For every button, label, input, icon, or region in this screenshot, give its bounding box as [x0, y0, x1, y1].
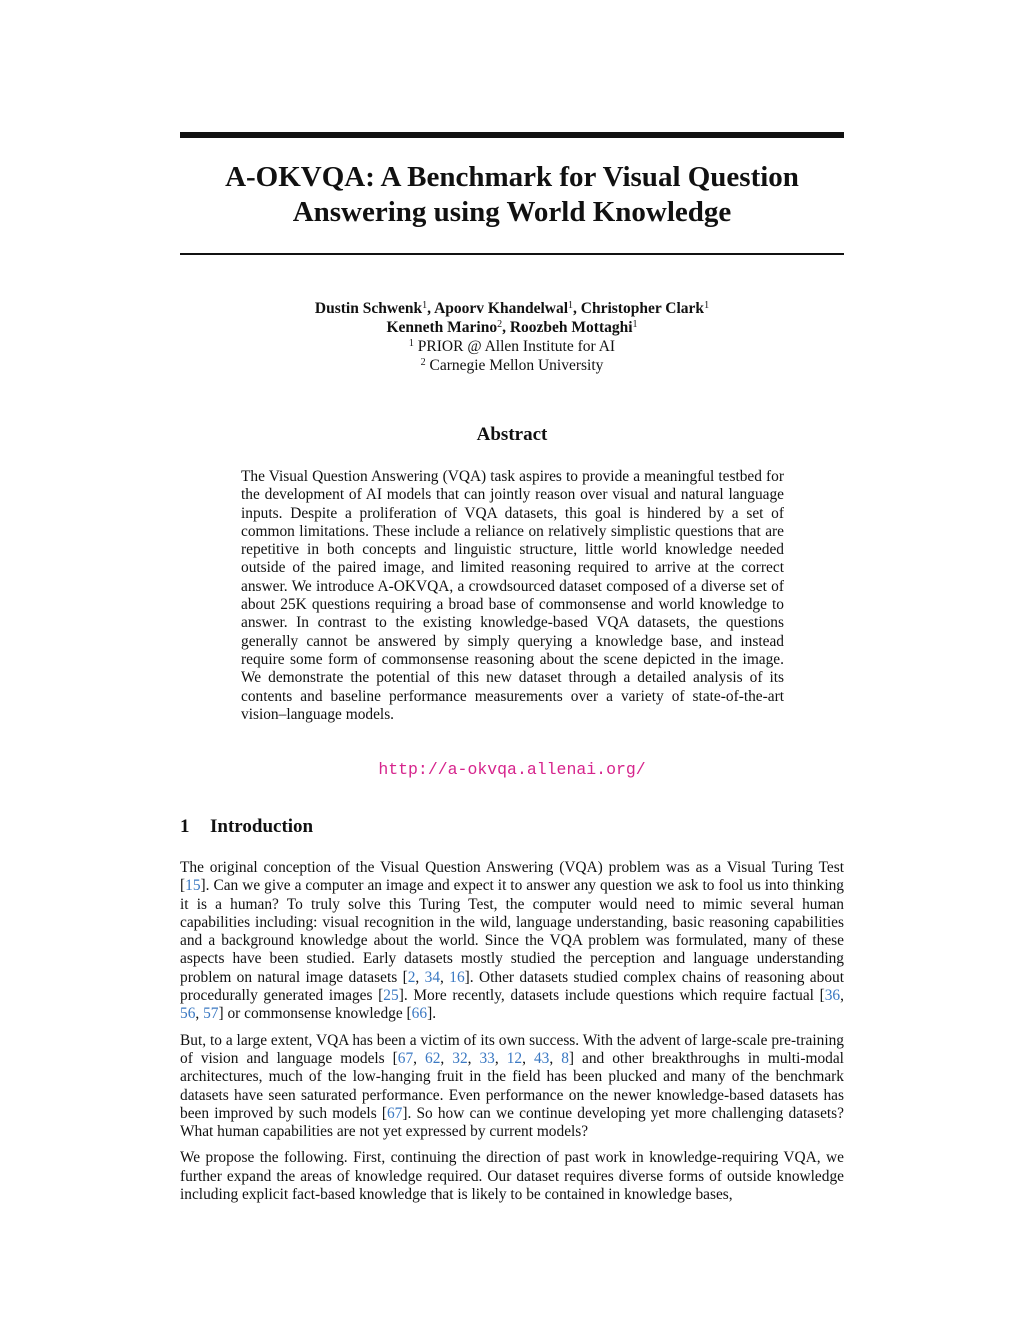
paper-title-line-2: Answering using World Knowledge — [292, 196, 732, 228]
citation-link[interactable]: 8 — [561, 1049, 569, 1067]
affiliation-marker: 1 — [408, 338, 414, 349]
abstract-text: The Visual Question Answering (VQA) task aspires to provide a meaningful testbed for the development of AI models that can jointly reason over visual and natural language inputs. Despite a proliferation of VQA datasets, this goal is hindered by a set of common limitations. These include a reliance on relatively simplistic questions that are repetitive in both concepts and linguistic structure, little world knowledge needed outside of the paired image, and limited reasoning required to arrive at the correct answer. We introduce A-OKVQA, a crowdsourced dataset composed of a diverse set of about 25K questions requiring a broad base of commonsense and world knowledge to answer. In contrast to the existing knowledge-based VQA datasets, the questions generally cannot be answered by simply querying a knowledge base, and instead require some form of commonsense reasoning about the scene depicted in the image. We demonstrate the potential of this new dataset through a detailed analysis of its contents and baseline performance measurements over a variety of state-of-the-art vision–language models. — [241, 468, 784, 723]
citation-link[interactable]: 12 — [506, 1049, 523, 1067]
citation-link[interactable]: 34 — [424, 968, 441, 986]
affiliation-name: Carnegie Mellon University — [429, 357, 604, 374]
author-name: Apoorv Khandelwal — [434, 300, 569, 317]
affiliation-2 — [180, 356, 844, 375]
text-run: ]. More recently, datasets include questions which require factual [ — [398, 987, 825, 1005]
citation-link[interactable]: 62 — [425, 1049, 441, 1067]
text-run: ]. So how can we continue developing yet more challenging datasets? What human capabilities are not yet expressed by current models? — [180, 1104, 844, 1141]
citation-link[interactable]: 67 — [397, 1049, 414, 1067]
affiliation-marker: 1 — [632, 319, 638, 330]
citation-link[interactable]: 32 — [452, 1049, 468, 1067]
citation-link[interactable]: 16 — [449, 968, 465, 986]
author-line-1: Dustin Schwenk$^1$, Apoorv Khandelwal$^1$, Christopher Clark$^1$ — [314, 300, 710, 317]
affiliation-marker: 1 — [568, 300, 574, 311]
affiliation-1 — [180, 337, 844, 356]
text-run: But, to a large extent, VQA has been a victim of its own success. With the advent of large-scale pre-training of vision and language models [ — [180, 1031, 844, 1067]
citation-link[interactable]: 25 — [383, 987, 399, 1005]
text-run: ]. Other datasets studied complex chains of reasoning about procedurally generated images [ — [180, 968, 844, 1005]
project-url-link[interactable]: http://a-okvqa.allenai.org/ — [378, 760, 646, 779]
title-bottom-rule — [180, 253, 844, 255]
author-block — [180, 299, 844, 375]
text-run: ]. — [427, 1005, 437, 1023]
citation-link[interactable]: 57 — [203, 1005, 219, 1023]
text-run: ] or commonsense knowledge [ — [218, 1005, 412, 1023]
affiliation-marker: 2 — [420, 357, 426, 368]
text-run: ]. Can we give a computer an image and expect it to answer any question we ask to fool us into thinking it is a human? To truly solve this Turing Test, the computer would need to mimic several human capabilities including: visual recognition in the wild, language understanding, basic reasoning capabilities and a background knowledge about the world. Since the VQA problem was formulated, many of these aspects have been studied. Early datasets mostly studied the perception and language understanding problem on natural image datasets [ — [180, 877, 844, 986]
text-run: The original conception of the Visual Question Answering (VQA) problem was as a Visual Turing Test [ — [180, 859, 844, 895]
citation-link[interactable]: 66 — [411, 1005, 428, 1023]
author-name: Dustin Schwenk — [314, 300, 423, 317]
affiliation-marker: 1 — [704, 300, 710, 311]
introduction-body — [180, 859, 844, 1212]
text-run: ] and other breakthroughs in multi-modal architectures, much of the low-hanging fruit in the field has been plucked and many of the benchmark datasets have seen saturated performance. Even performance on the newer knowledge-based datasets has been improved by such models [ — [180, 1049, 844, 1122]
author-name: Christopher Clark — [580, 300, 705, 317]
author-name: Roozbeh Mottaghi — [509, 319, 633, 336]
paper-title — [180, 160, 844, 230]
paragraph: But, to a large extent, VQA has been a victim of its own success. With the advent of large-scale pre-training of vision and language models [67, 62, 32, 33, 12, 43, 8] and other breakthroughs in multi-modal architectures, much of the low-hanging fruit in the field has been plucked and many of the benchmark datasets have seen saturated performance. Even performance on the newer knowledge-based datasets has been improved by such models [67]. So how can we continue developing yet more challenging datasets? What human capabilities are not yet expressed by current models? — [180, 1031, 844, 1141]
affiliation-marker: 1 — [422, 300, 428, 311]
section-heading-introduction — [180, 816, 844, 838]
author-line-2: Kenneth Marino$^2$, Roozbeh Mottaghi$^1$ — [386, 319, 638, 336]
author-name: Kenneth Marino — [386, 319, 498, 336]
section-title: Introduction — [210, 816, 314, 837]
affiliation-name: PRIOR @ Allen Institute for AI — [417, 338, 616, 355]
citation-link[interactable]: 36 — [824, 987, 841, 1005]
paragraph: The original conception of the Visual Question Answering (VQA) problem was as a Visual Turing Test [15]. Can we give a computer an image and expect it to answer any question we ask to fool us into thinking it is a human? To truly solve this Turing Test, the computer would need to mimic several human capabilities including: visual recognition in the wild, language understanding, basic reasoning capabilities and a background knowledge about the world. Since the VQA problem was formulated, many of these aspects have been studied. Early datasets mostly studied the perception and language understanding problem on natural image datasets [2, 34, 16]. Other datasets studied complex chains of reasoning about procedurally generated images [25]. More recently, datasets include questions which require factual [36, 56, 57] or commonsense knowledge [66]. — [180, 859, 844, 1023]
citation-link[interactable]: 67 — [386, 1104, 403, 1122]
title-top-rule — [180, 132, 844, 138]
citation-link[interactable]: 43 — [533, 1049, 550, 1067]
citation-link[interactable]: 15 — [185, 877, 201, 895]
affiliation-marker: 2 — [497, 319, 503, 330]
citation-link[interactable]: 56 — [180, 1005, 196, 1023]
abstract-heading: Abstract — [476, 424, 548, 445]
section-number: 1 — [180, 816, 190, 837]
paragraph: We propose the following. First, continuing the direction of past work in knowledge-requiring VQA, we further expand the areas of knowledge required. Our dataset requires diverse forms of outside knowledge including explicit fact-based knowledge that is likely to be contained in knowledge bases, — [180, 1149, 844, 1204]
paper-title-line-1: A-OKVQA: A Benchmark for Visual Question — [225, 161, 799, 193]
citation-link[interactable]: 33 — [479, 1049, 495, 1067]
citation-link[interactable]: 2 — [407, 968, 416, 986]
